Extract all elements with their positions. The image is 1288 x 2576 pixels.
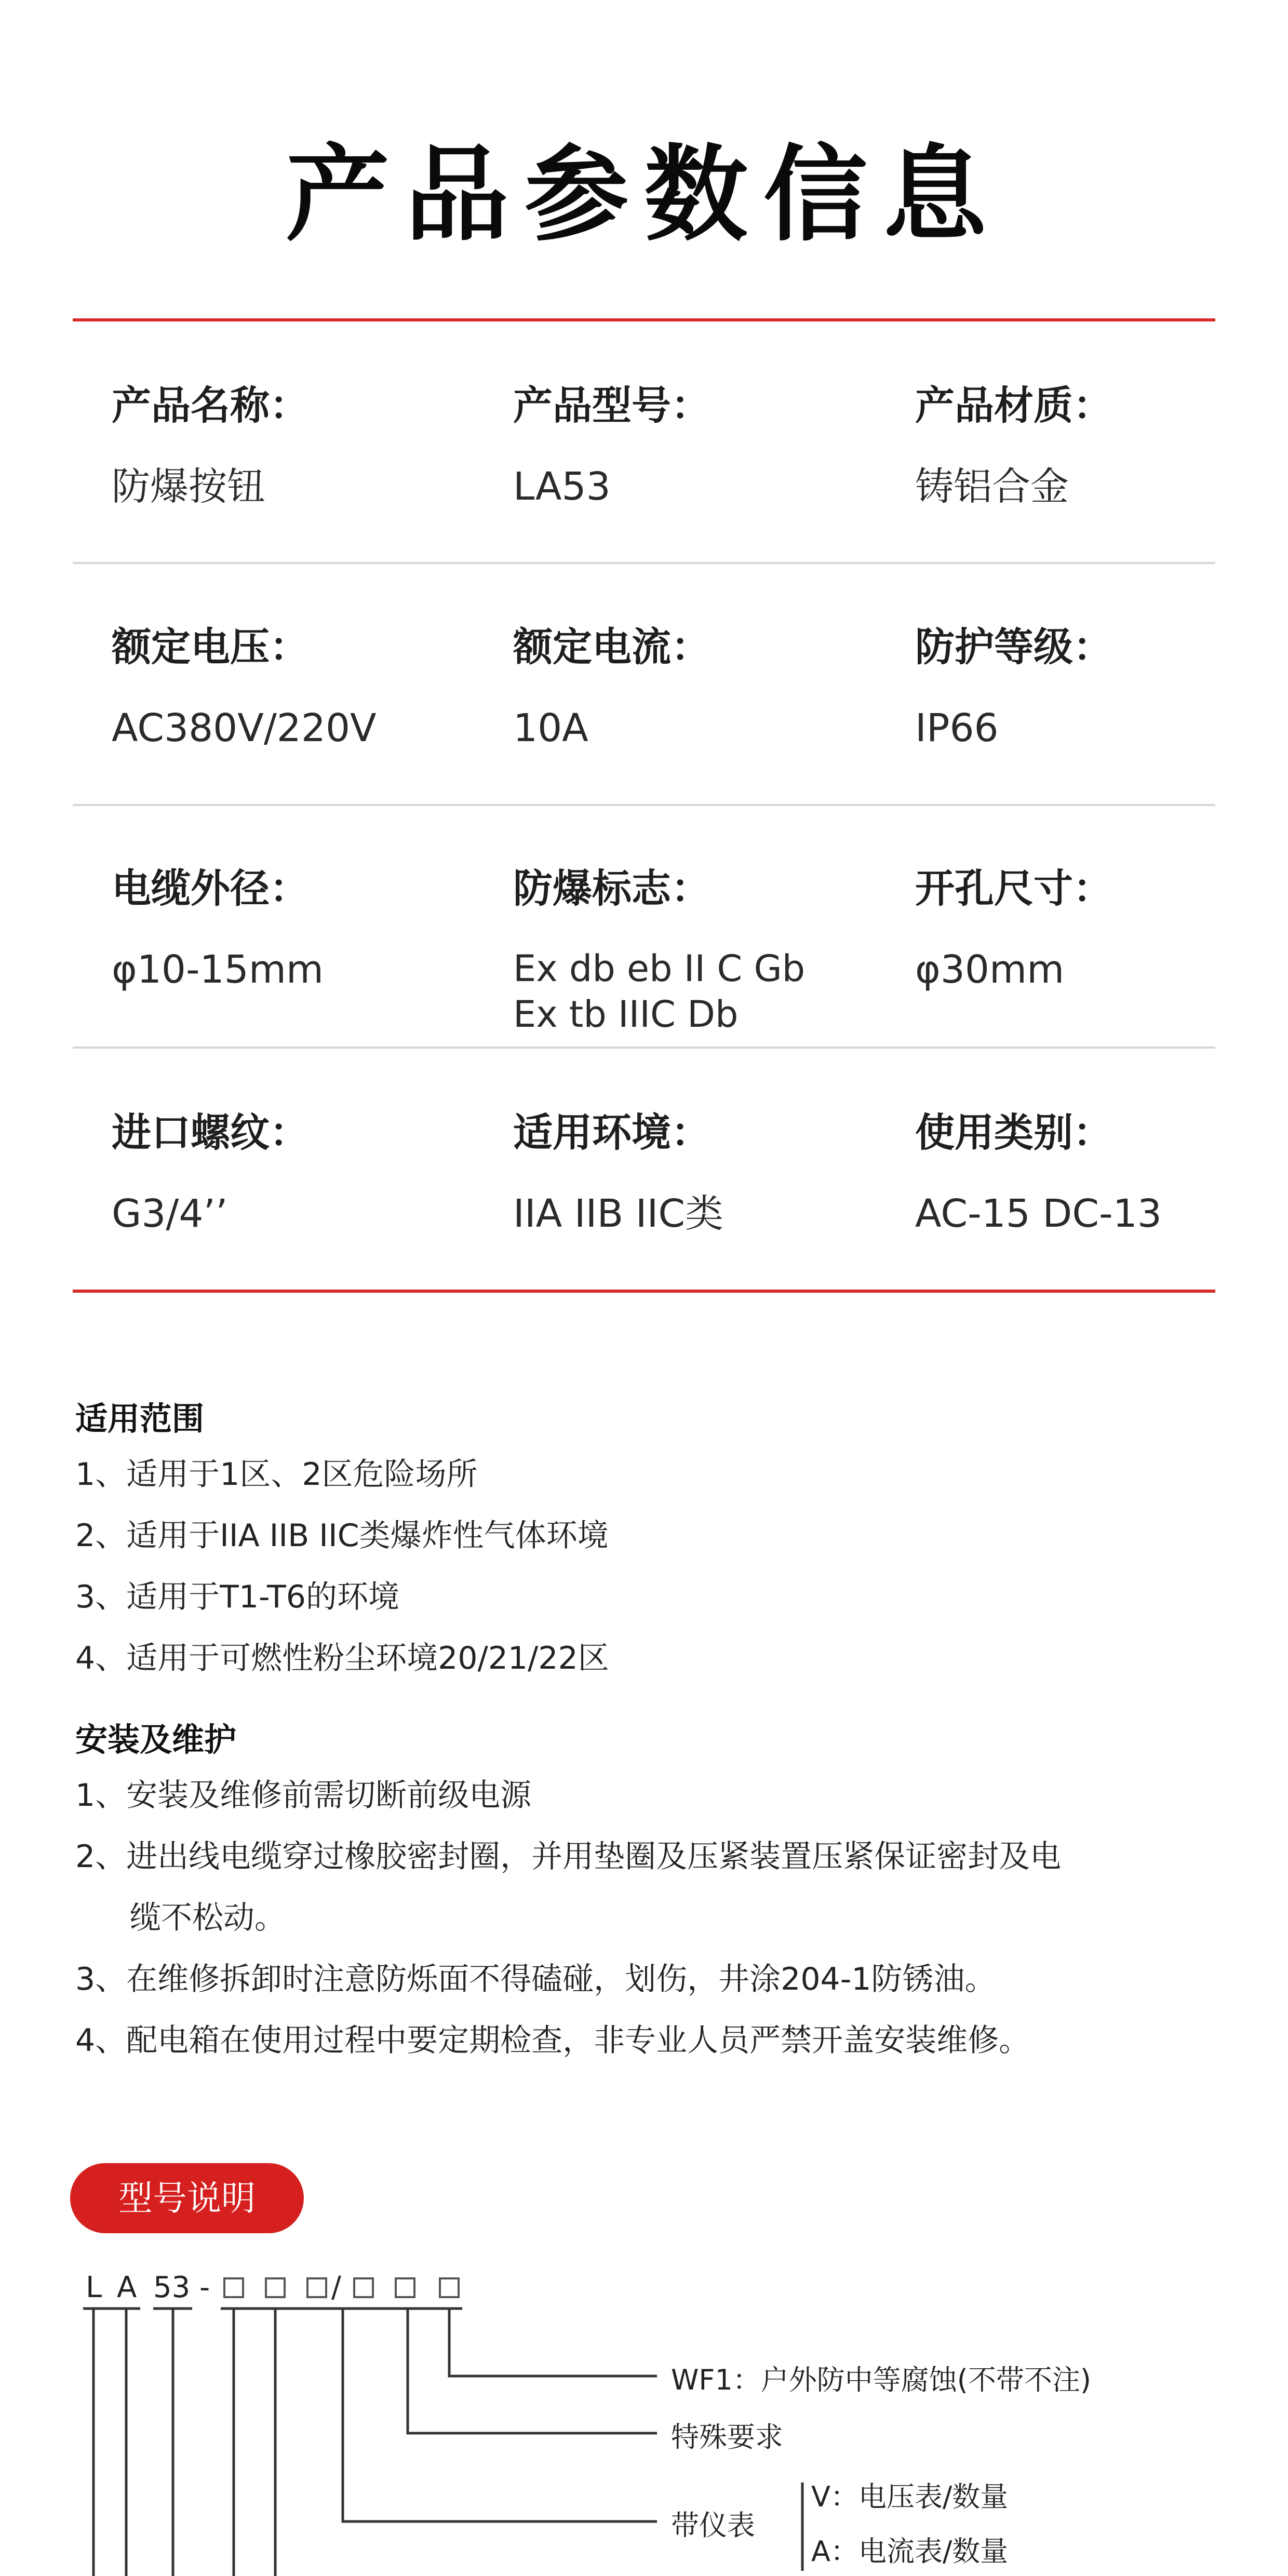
spec-label: 使用类别： — [915, 1109, 1112, 1156]
label-ammeter: A：电流表/数量 — [811, 2535, 1009, 2568]
list-item: 4、适用于可燃性粉尘环境20/21/22区 — [75, 1640, 609, 1676]
spec-label: 进口螺纹： — [112, 1109, 309, 1156]
list-item-continuation: 缆不松动。 — [130, 1900, 286, 1936]
list-item-text: 3、在维修拆卸时注意防烁面不得磕碰，划伤，井涂204-1防锈油。 — [75, 1961, 996, 1997]
label-special: 特殊要求 — [671, 2421, 783, 2453]
spec-label: 额定电压： — [112, 624, 309, 670]
spec-label: 防护等级： — [915, 624, 1112, 670]
spec-label: 电缆外径： — [112, 865, 309, 911]
label-wf1: WF1：户外防中等腐蚀(不带不注) — [671, 2364, 1091, 2396]
model-badge: 型号说明 — [70, 2163, 304, 2233]
spec-value: IP66 — [915, 706, 999, 750]
code-letter-a: A — [117, 2271, 137, 2304]
label-meter: 带仪表 — [671, 2509, 755, 2542]
leader-line — [449, 2309, 657, 2376]
scope-title: 适用范围 — [75, 1400, 205, 1438]
code-slash: / — [331, 2271, 341, 2304]
spec-value: AC380V/220V — [112, 706, 377, 750]
spec-value: IIA IIB IIC类 — [513, 1191, 724, 1236]
spec-value: φ10-15mm — [112, 947, 324, 992]
leader-line — [408, 2309, 657, 2433]
code-number: 53 - — [153, 2271, 210, 2304]
spec-value: 防爆按钮 — [112, 464, 265, 509]
spec-value: Ex db eb II C Gb Ex tb IIIC Db — [513, 947, 806, 1036]
label-voltmeter: V：电压表/数量 — [811, 2480, 1009, 2513]
spec-label: 防爆标志： — [513, 865, 710, 911]
list-item-text: 2、进出线电缆穿过橡胶密封圈，并用垫圈及压紧装置压紧保证密封及电 — [75, 1839, 1062, 1875]
list-item: 3、适用于T1-T6的环境 — [75, 1579, 399, 1615]
spec-value: 10A — [513, 706, 588, 750]
spec-value: 铸铝合金 — [915, 464, 1069, 509]
code-letter-l: L — [86, 2271, 102, 2304]
leader-line — [343, 2309, 657, 2521]
list-item-text: 4、配电箱在使用过程中要定期检查，非专业人员严禁开盖安装维修。 — [75, 2022, 1030, 2059]
spec-value: G3/4’’ — [112, 1191, 228, 1236]
spec-label: 开孔尺寸： — [915, 865, 1112, 911]
spec-value: φ30mm — [915, 947, 1065, 992]
maintenance-title: 安装及维护 — [75, 1721, 237, 1759]
spec-label: 适用环境： — [513, 1109, 710, 1156]
list-item-text: 1、安装及维修前需切断前级电源 — [75, 1777, 532, 1814]
page-title: 产品参数信息 — [285, 135, 1002, 256]
spec-label: 额定电流： — [513, 624, 710, 670]
spec-label: 产品材质： — [915, 382, 1112, 428]
list-item: 1、适用于1区、2区危险场所 — [75, 1456, 478, 1493]
spec-value: LA53 — [513, 464, 611, 509]
spec-label: 产品型号： — [513, 382, 710, 428]
spec-label: 产品名称： — [112, 382, 309, 428]
list-item: 2、适用于IIA IIB IIC类爆炸性气体环境 — [75, 1518, 609, 1554]
spec-value: AC-15 DC-13 — [915, 1191, 1162, 1236]
